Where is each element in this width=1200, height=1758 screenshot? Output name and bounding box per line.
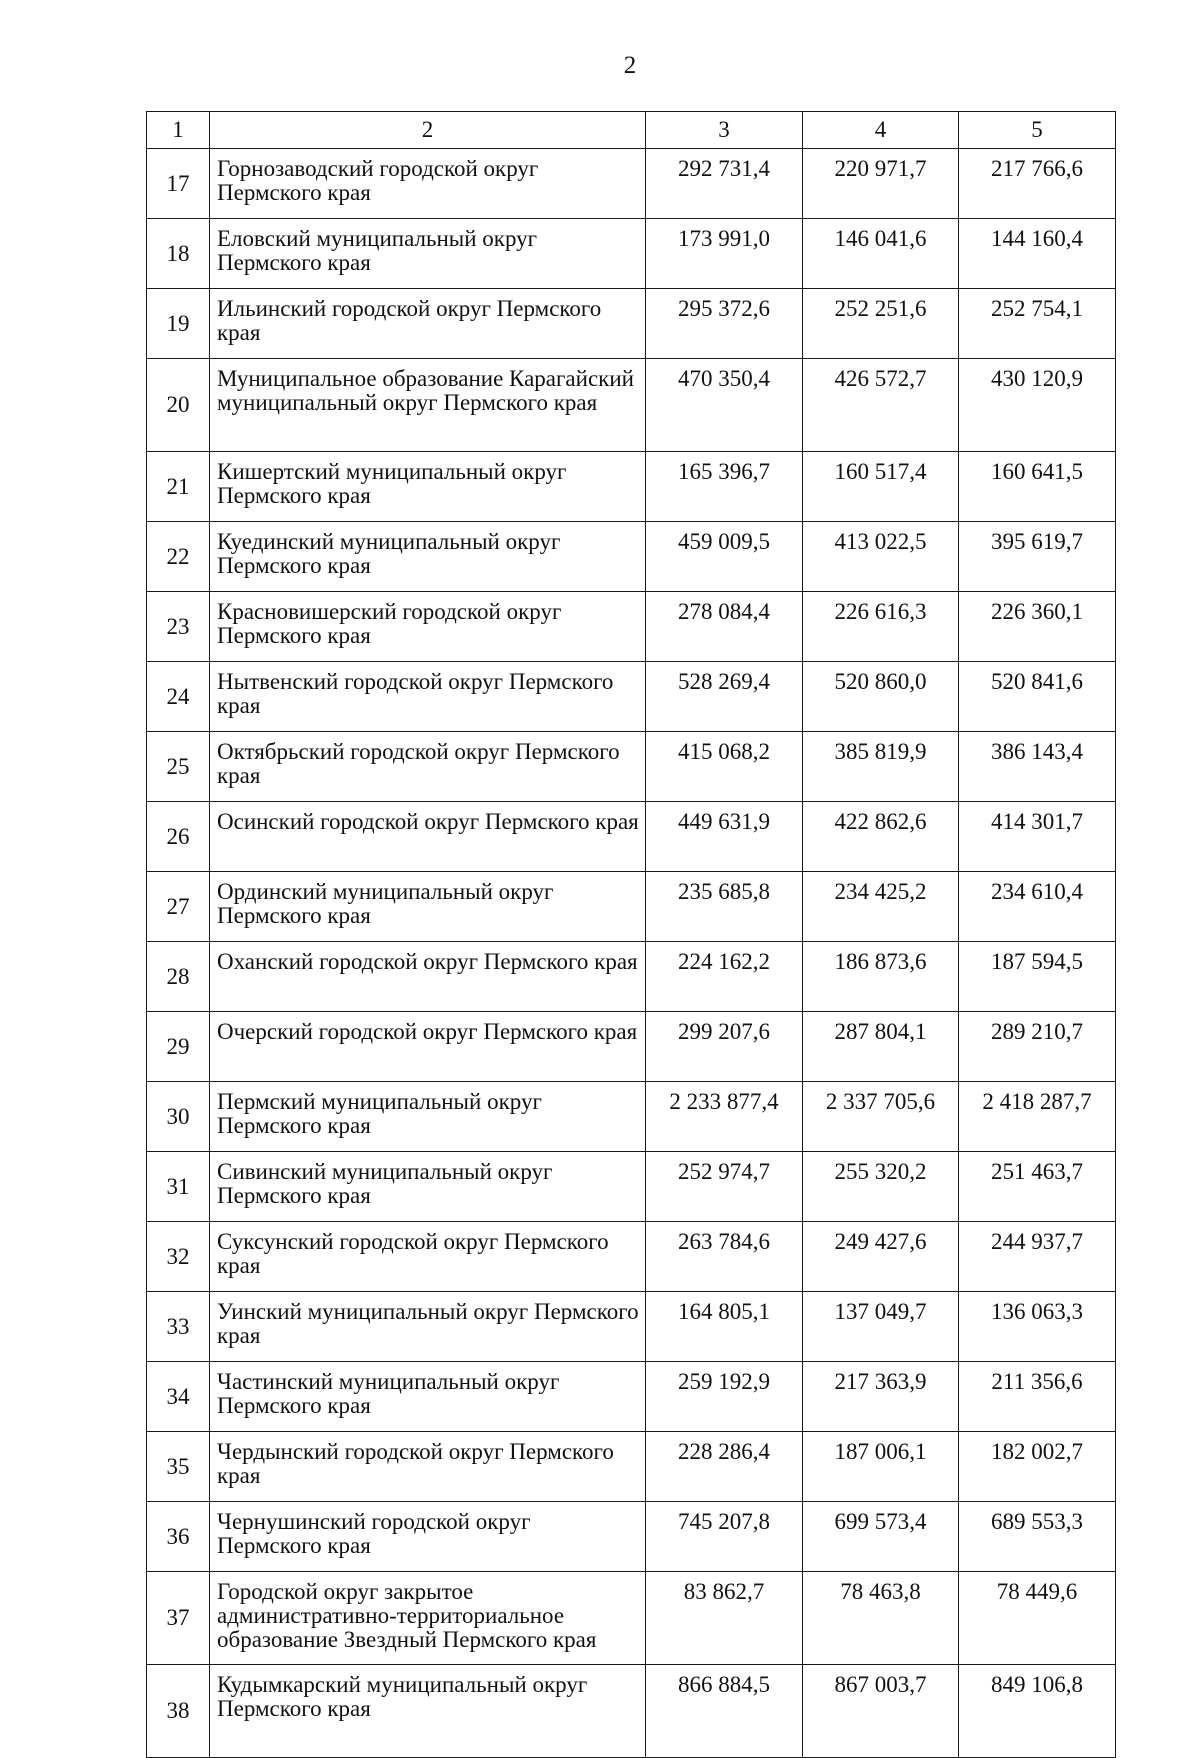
municipality-name: Очерский городской округ Пермского края — [210, 1012, 646, 1082]
table-row — [147, 872, 1116, 942]
value-column-3: 449 631,9 — [646, 802, 803, 872]
row-number: 19 — [147, 289, 210, 359]
row-number: 32 — [147, 1222, 210, 1292]
row-number: 25 — [147, 732, 210, 802]
municipality-name: Чернушинский городской округ Пермского края — [210, 1502, 646, 1572]
value-column-3: 228 286,4 — [646, 1432, 803, 1502]
value-column-4: 78 463,8 — [803, 1572, 959, 1665]
table-row — [147, 1222, 1116, 1292]
municipality-name: Еловский муниципальный округ Пермского края — [210, 219, 646, 289]
value-column-4: 137 049,7 — [803, 1292, 959, 1362]
value-column-5: 2 418 287,7 — [959, 1082, 1116, 1152]
value-column-3: 235 685,8 — [646, 872, 803, 942]
column-header-1: 1 — [147, 112, 210, 149]
value-column-4: 234 425,2 — [803, 872, 959, 942]
value-column-3: 173 991,0 — [646, 219, 803, 289]
value-column-5: 251 463,7 — [959, 1152, 1116, 1222]
value-column-5: 187 594,5 — [959, 942, 1116, 1012]
row-number: 37 — [147, 1572, 210, 1665]
value-column-5: 226 360,1 — [959, 592, 1116, 662]
value-column-3: 528 269,4 — [646, 662, 803, 732]
table-row — [147, 732, 1116, 802]
value-column-3: 292 731,4 — [646, 149, 803, 219]
value-column-3: 459 009,5 — [646, 522, 803, 592]
value-column-4: 385 819,9 — [803, 732, 959, 802]
value-column-3: 299 207,6 — [646, 1012, 803, 1082]
value-column-3: 263 784,6 — [646, 1222, 803, 1292]
table-row — [147, 149, 1116, 219]
value-column-4: 699 573,4 — [803, 1502, 959, 1572]
value-column-3: 745 207,8 — [646, 1502, 803, 1572]
value-column-3: 295 372,6 — [646, 289, 803, 359]
table-row — [147, 1152, 1116, 1222]
value-column-5: 520 841,6 — [959, 662, 1116, 732]
value-column-5: 430 120,9 — [959, 359, 1116, 452]
row-number: 34 — [147, 1362, 210, 1432]
value-column-3: 278 084,4 — [646, 592, 803, 662]
table-row — [147, 1432, 1116, 1502]
value-column-4: 146 041,6 — [803, 219, 959, 289]
value-column-3: 2 233 877,4 — [646, 1082, 803, 1152]
value-column-3: 470 350,4 — [646, 359, 803, 452]
table-row — [147, 942, 1116, 1012]
table-row — [147, 452, 1116, 522]
table-row — [147, 662, 1116, 732]
table-row — [147, 1292, 1116, 1362]
row-number: 28 — [147, 942, 210, 1012]
value-column-5: 414 301,7 — [959, 802, 1116, 872]
value-column-3: 164 805,1 — [646, 1292, 803, 1362]
municipality-name: Оханский городской округ Пермского края — [210, 942, 646, 1012]
value-column-5: 244 937,7 — [959, 1222, 1116, 1292]
table-row — [147, 1012, 1116, 1082]
table-header-row — [147, 112, 1116, 149]
column-header-3: 3 — [646, 112, 803, 149]
row-number: 27 — [147, 872, 210, 942]
value-column-4: 217 363,9 — [803, 1362, 959, 1432]
municipality-name: Муниципальное образование Карагайский муниципальный округ Пермского края — [210, 359, 646, 452]
value-column-3: 252 974,7 — [646, 1152, 803, 1222]
value-column-4: 186 873,6 — [803, 942, 959, 1012]
row-number: 18 — [147, 219, 210, 289]
value-column-5: 78 449,6 — [959, 1572, 1116, 1665]
page-number: 2 — [623, 52, 637, 79]
value-column-3: 83 862,7 — [646, 1572, 803, 1665]
row-number: 22 — [147, 522, 210, 592]
value-column-4: 249 427,6 — [803, 1222, 959, 1292]
value-column-5: 136 063,3 — [959, 1292, 1116, 1362]
value-column-4: 426 572,7 — [803, 359, 959, 452]
value-column-5: 849 106,8 — [959, 1665, 1116, 1758]
municipality-name: Чердынский городской округ Пермского края — [210, 1432, 646, 1502]
row-number: 24 — [147, 662, 210, 732]
value-column-5: 395 619,7 — [959, 522, 1116, 592]
value-column-5: 689 553,3 — [959, 1502, 1116, 1572]
value-column-5: 160 641,5 — [959, 452, 1116, 522]
value-column-4: 2 337 705,6 — [803, 1082, 959, 1152]
row-number: 23 — [147, 592, 210, 662]
value-column-5: 289 210,7 — [959, 1012, 1116, 1082]
municipality-name: Нытвенский городской округ Пермского края — [210, 662, 646, 732]
municipality-name: Горнозаводский городской округ Пермского края — [210, 149, 646, 219]
municipality-name: Осинский городской округ Пермского края — [210, 802, 646, 872]
value-column-4: 220 971,7 — [803, 149, 959, 219]
value-column-4: 255 320,2 — [803, 1152, 959, 1222]
column-header-2: 2 — [210, 112, 646, 149]
table-row — [147, 1082, 1116, 1152]
municipality-name: Пермский муниципальный округ Пермского края — [210, 1082, 646, 1152]
table-row — [147, 522, 1116, 592]
value-column-3: 415 068,2 — [646, 732, 803, 802]
value-column-4: 422 862,6 — [803, 802, 959, 872]
table-row — [147, 1502, 1116, 1572]
value-column-3: 224 162,2 — [646, 942, 803, 1012]
value-column-5: 144 160,4 — [959, 219, 1116, 289]
municipality-name: Уинский муниципальный округ Пермского края — [210, 1292, 646, 1362]
value-column-3: 866 884,5 — [646, 1665, 803, 1758]
column-header-4: 4 — [803, 112, 959, 149]
municipality-name: Суксунский городской округ Пермского края — [210, 1222, 646, 1292]
municipality-name: Ординский муниципальный округ Пермского края — [210, 872, 646, 942]
value-column-3: 259 192,9 — [646, 1362, 803, 1432]
municipality-name: Частинский муниципальный округ Пермского края — [210, 1362, 646, 1432]
value-column-4: 867 003,7 — [803, 1665, 959, 1758]
value-column-4: 287 804,1 — [803, 1012, 959, 1082]
value-column-4: 160 517,4 — [803, 452, 959, 522]
row-number: 33 — [147, 1292, 210, 1362]
value-column-5: 182 002,7 — [959, 1432, 1116, 1502]
value-column-4: 252 251,6 — [803, 289, 959, 359]
value-column-5: 234 610,4 — [959, 872, 1116, 942]
column-header-5: 5 — [959, 112, 1116, 149]
row-number: 26 — [147, 802, 210, 872]
value-column-3: 165 396,7 — [646, 452, 803, 522]
row-number: 31 — [147, 1152, 210, 1222]
value-column-4: 187 006,1 — [803, 1432, 959, 1502]
table-row — [147, 592, 1116, 662]
row-number: 21 — [147, 452, 210, 522]
value-column-5: 252 754,1 — [959, 289, 1116, 359]
municipality-name: Ильинский городской округ Пермского края — [210, 289, 646, 359]
row-number: 38 — [147, 1665, 210, 1758]
table-row — [147, 802, 1116, 872]
municipality-name: Кишертский муниципальный округ Пермского края — [210, 452, 646, 522]
row-number: 17 — [147, 149, 210, 219]
municipality-name: Октябрьский городской округ Пермского края — [210, 732, 646, 802]
row-number: 30 — [147, 1082, 210, 1152]
value-column-4: 226 616,3 — [803, 592, 959, 662]
row-number: 20 — [147, 359, 210, 452]
row-number: 29 — [147, 1012, 210, 1082]
table-row — [147, 1362, 1116, 1432]
budget-table — [146, 111, 1116, 1758]
row-number: 36 — [147, 1502, 210, 1572]
table-row — [147, 359, 1116, 452]
value-column-5: 217 766,6 — [959, 149, 1116, 219]
value-column-5: 386 143,4 — [959, 732, 1116, 802]
municipality-name: Городской округ закрытое административно-территориальное образование Звездный Пермского края — [210, 1572, 646, 1665]
table-row — [147, 219, 1116, 289]
municipality-name: Сивинский муниципальный округ Пермского края — [210, 1152, 646, 1222]
row-number: 35 — [147, 1432, 210, 1502]
table-row — [147, 289, 1116, 359]
municipality-name: Красновишерский городской округ Пермского края — [210, 592, 646, 662]
value-column-5: 211 356,6 — [959, 1362, 1116, 1432]
table-row — [147, 1572, 1116, 1665]
municipality-name: Куединский муниципальный округ Пермского края — [210, 522, 646, 592]
value-column-4: 520 860,0 — [803, 662, 959, 732]
value-column-4: 413 022,5 — [803, 522, 959, 592]
municipality-name: Кудымкарский муниципальный округ Пермского края — [210, 1665, 646, 1758]
table-row — [147, 1665, 1116, 1758]
